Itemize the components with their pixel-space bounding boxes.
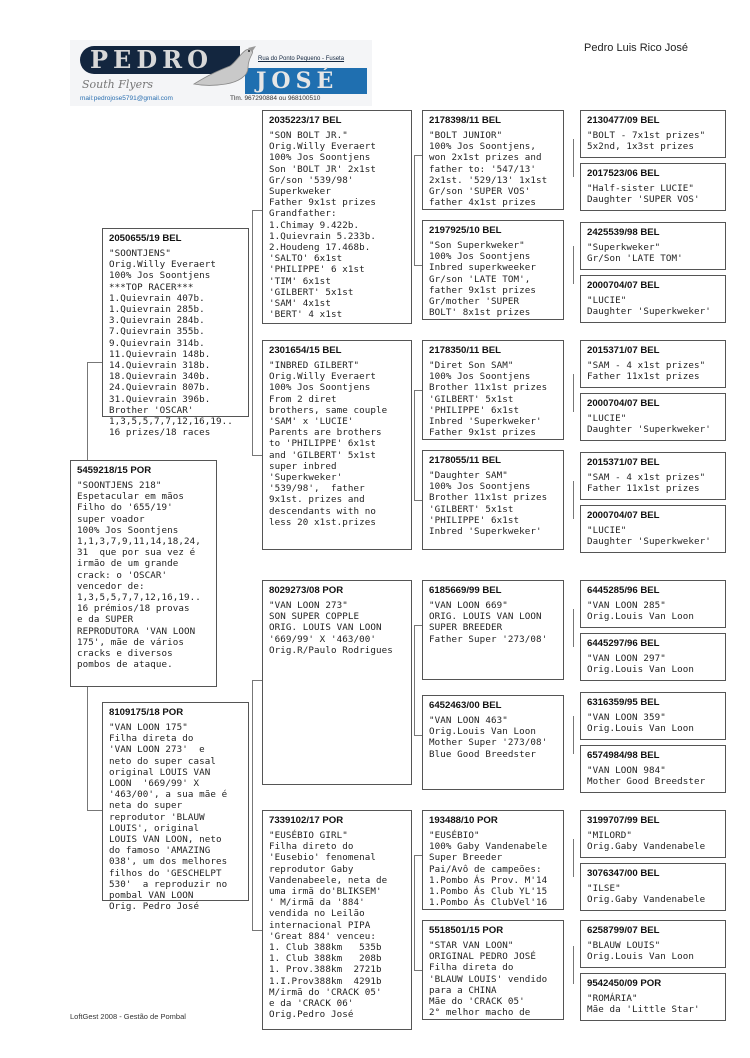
pigeon-description: "INBRED GILBERT" Orig.Willy Everaert 100% Jos Soontjens From 2 diret brothers, same couple 'SAM' x 'LUCIE' Parents are brothers to 'PHILIPPE' 6x1st and 'GILBERT' 5x1st super inbred 'Superkweker' '539/98', father 9x1st. prizes and descendants with no less 20 x1st.prizes [269, 360, 388, 528]
pigeon-card-great-grandparent[interactable] [422, 695, 564, 790]
pigeon-description: "SAM - 4 x1st prizes" Father 11x1st prizes [587, 472, 706, 495]
connector-line [414, 500, 422, 501]
ring-number: 6445285/96 BEL [587, 585, 660, 596]
pigeon-card-sire[interactable] [102, 228, 249, 439]
ring-number: 3199707/99 BEL [587, 815, 660, 826]
pigeon-description: "VAN LOON 669" ORIG. LOUIS VAN LOON SUPER BREEDER Father Super '273/08' [429, 600, 548, 645]
pigeon-card-grandparent[interactable] [262, 340, 412, 550]
ring-number: 2000704/07 BEL [587, 280, 660, 291]
pigeon-card-gg-grandparent[interactable] [580, 863, 726, 911]
pigeon-description: "EUSÉBIO" 100% Gaby Vandenabele Super Breeder Pai/Avô de campeões: 1.Pombo Ás Prov. M'14 1.Pombo Ás Club YL'15 1.Pombo Ás ClubVel'16 [429, 830, 548, 909]
ring-number: 6185669/99 BEL [429, 585, 502, 596]
connector-line [252, 210, 253, 455]
pigeon-card-gg-grandparent[interactable] [580, 275, 726, 323]
connector-line [414, 970, 422, 971]
pigeon-card-gg-grandparent[interactable] [580, 745, 726, 793]
ring-number: 2178398/11 BEL [429, 115, 502, 126]
pigeon-description: "VAN LOON 984" Mother Good Breedster [587, 765, 706, 788]
connector-line [414, 625, 422, 626]
connector-line [573, 839, 574, 877]
loft-logo [70, 40, 372, 106]
ring-number: 8029273/08 POR [269, 585, 344, 596]
ring-number: 2425539/98 BEL [587, 227, 660, 238]
pigeon-card-subject[interactable] [70, 460, 217, 687]
ring-number: 6452463/00 BEL [429, 700, 502, 711]
pigeon-card-great-grandparent[interactable] [422, 110, 564, 210]
pigeon-description: "STAR VAN LOON" ORIGINAL PEDRO JOSÉ Filha direta do 'BLAUW LOUIS' vendido para a CHINA Mãe do 'CRACK 05' 2° melhor macho de [429, 940, 548, 1019]
connector-line [414, 390, 422, 391]
ring-number: 2301654/15 BEL [269, 345, 342, 356]
pigeon-description: "ROMÁRIA" Mãe da 'Little Star' [587, 993, 700, 1016]
ring-number: 193488/10 POR [429, 815, 498, 826]
pigeon-card-gg-grandparent[interactable] [580, 222, 726, 270]
connector-line [252, 930, 262, 931]
ring-number: 8109175/18 POR [109, 707, 184, 718]
connector-line [87, 810, 102, 811]
pigeon-card-gg-grandparent[interactable] [580, 580, 726, 628]
ring-number: 2017523/06 BEL [587, 168, 660, 179]
connector-line [252, 680, 253, 930]
pigeon-description: "BLAUW LOUIS" Orig.Louis Van Loon [587, 940, 694, 963]
logo-tagline: South Flyers [82, 78, 154, 91]
connector-line [414, 855, 422, 856]
pigeon-description: "VAN LOON 297" Orig.Louis Van Loon [587, 653, 694, 676]
connector-line [414, 155, 415, 265]
connector-line [87, 362, 88, 460]
pigeon-card-gg-grandparent[interactable] [580, 110, 726, 158]
pigeon-card-gg-grandparent[interactable] [580, 810, 726, 858]
connector-line [573, 946, 574, 984]
pigeon-description: "MILORD" Orig.Gaby Vandenabele [587, 830, 706, 853]
pigeon-description: "VAN LOON 285" Orig.Louis Van Loon [587, 600, 694, 623]
pigeon-card-gg-grandparent[interactable] [580, 920, 726, 968]
ring-number: 2197925/10 BEL [429, 225, 502, 236]
pigeon-description: "EUSÉBIO GIRL" Filha direto do 'Eusebio' fenomenal reprodutor Gaby Vandenabeele, neta de uma irmã do'BLIKSEM' ' M/irmã da '884' vendida no Leilão internacional PIPA 'Great 884' venceu: 1. Club 388km 535b 1. Club 388km 208b 1. Prov.388km 2721b 1.I.Prov388km 4291b M/irmã do 'CRACK 05' e da 'CRACK 06' Orig.Pedro José [269, 830, 388, 1021]
pigeon-card-gg-grandparent[interactable] [580, 452, 726, 500]
connector-line [414, 735, 422, 736]
footer-credit: LoftGest 2008 - Gestão de Pombal [70, 1012, 186, 1021]
ring-number: 2178055/11 BEL [429, 455, 502, 466]
ring-number: 9542450/09 POR [587, 978, 662, 989]
pigeon-icon [190, 44, 260, 88]
connector-line [414, 625, 415, 735]
ring-number: 2000704/07 BEL [587, 510, 660, 521]
ring-number: 2015371/07 BEL [587, 457, 660, 468]
pigeon-card-great-grandparent[interactable] [422, 810, 564, 910]
pigeon-description: "SAM - 4 x1st prizes" Father 11x1st prizes [587, 360, 706, 383]
connector-line [573, 374, 574, 412]
pigeon-card-grandparent[interactable] [262, 110, 412, 324]
ring-number: 6258799/07 BEL [587, 925, 660, 936]
pigeon-description: "BOLT - 7x1st prizes" 5x2nd, 1x3st prizes [587, 130, 706, 153]
ring-number: 3076347/00 BEL [587, 868, 660, 879]
pigeon-description: "Half-sister LUCIE" Daughter 'SUPER VOS' [587, 183, 700, 206]
pigeon-card-gg-grandparent[interactable] [580, 163, 726, 211]
pigeon-description: "SON BOLT JR." Orig.Willy Everaert 100% Jos Soontjens Son 'BOLT JR' 2x1st Gr/son '539/98' Superkweker Father 9x1st prizes Grandfather: 1.Chimay 9.422b. 1.Quievrain 5.233b. 2.Houdeng 17.468b. 'SALTO' 6x1st 'PHILIPPE' 6 x1st 'TIM' 6x1st 'GILBERT' 5x1st 'SAM' 4x1st 'BERT' 4 x1st [269, 130, 376, 321]
ring-number: 2035223/17 BEL [269, 115, 342, 126]
ring-number: 6445297/96 BEL [587, 638, 660, 649]
pigeon-card-great-grandparent[interactable] [422, 920, 564, 1020]
ring-number: 7339102/17 POR [269, 815, 344, 826]
pigeon-description: "LUCIE" Daughter 'Superkweker' [587, 525, 711, 548]
connector-line [573, 139, 574, 177]
connector-line [414, 265, 422, 266]
connector-line [573, 481, 574, 519]
pigeon-description: "VAN LOON 463" Orig.Louis Van Loon Mother Super '273/08' Blue Good Breedster [429, 715, 548, 760]
connector-line [573, 246, 574, 284]
pigeon-description: "VAN LOON 273" SON SUPER COPPLE ORIG. LOUIS VAN LOON '669/99' X '463/00' Orig.R/Paulo Rodrigues [269, 600, 393, 656]
pigeon-description: "SOONTJENS" Orig.Willy Everaert 100% Jos Soontjens ***TOP RACER*** 1.Quievrain 407b. 1.Quievrain 285b. 3.Quievrain 284b. 7.Quievrain 355b. 9.Quievrain 314b. 11.Quievrain 148b. 14.Quievrain 318b. 18.Quievrain 340b. 24.Quievrain 807b. 31.Quievrain 396b. Brother 'OSCAR' 1,3,5,5,7,7,12,16,19.. 16 prizes/18 races [109, 248, 233, 439]
pigeon-description: "Son Superkweker" 100% Jos Soontjens Inbred superkweeker Gr/son 'LATE TOM', father 9x1st prizes Gr/mother 'SUPER BOLT' 8x1st prizes [429, 240, 536, 319]
pigeon-card-great-grandparent[interactable] [422, 450, 564, 550]
ring-number: 2130477/09 BEL [587, 115, 660, 126]
pigeon-description: "BOLT JUNIOR" 100% Jos Soontjens, won 2x1st prizes and father to: '547/13' 2x1st. '529/13' 1x1st Gr/son 'SUPER VOS' father 4x1st prizes [429, 130, 548, 209]
pigeon-description: "VAN LOON 359" Orig.Louis Van Loon [587, 712, 694, 735]
connector-line [252, 210, 262, 211]
pigeon-card-gg-grandparent[interactable] [580, 973, 726, 1021]
ring-number: 2000704/07 BEL [587, 398, 660, 409]
connector-line [414, 155, 422, 156]
connector-line [252, 455, 262, 456]
ring-number: 5459218/15 POR [77, 465, 152, 476]
pigeon-description: "Superkweker" Gr/Son 'LATE TOM' [587, 242, 683, 265]
pigeon-description: "VAN LOON 175" Filha direta do 'VAN LOON 273' e neto do super casal original LOUIS VAN LOON '669/99' X '463/00', a sua mãe é neta do super reprodutor 'BLAUW LOUIS', original LOUIS VAN LOON, neto do famoso 'AMAZING 038', um dos melhores filhos do 'GESCHELPT 530' a reproduzir no pombal VAN LOON Orig. Pedro José [109, 722, 228, 913]
pigeon-card-gg-grandparent[interactable] [580, 692, 726, 740]
connector-line [573, 609, 574, 647]
pigeon-description: "ILSE" Orig.Gaby Vandenabele [587, 883, 706, 906]
logo-email: mail:pedrojose5791@gmail.com [80, 95, 173, 102]
pigeon-description: "SOONTJENS 218" Espetacular em mãos Filho do '655/19' super voador 100% Jos Soontjens 1,1,3,7,9,11,14,18,24, 31 que por sua vez é irmão de um grande crack: o 'OSCAR' vencedor de: 1,3,5,5,7,7,12,16,19.. 16 prémios/18 provas e da SUPER REPRODUTORA 'VAN LOON 175', mãe de vários cracks e diversos pombos de ataque. [77, 480, 201, 671]
pigeon-card-gg-grandparent[interactable] [580, 393, 726, 441]
pigeon-card-gg-grandparent[interactable] [580, 505, 726, 553]
pigeon-description: "Daughter SAM" 100% Jos Soontjens Brother 11x1st prizes 'GILBERT' 5x1st 'PHILIPPE' 6x1st Inbred 'Superkweker' [429, 470, 548, 538]
ring-number: 5518501/15 POR [429, 925, 504, 936]
owner-name: Pedro Luis Rico José [584, 42, 688, 54]
pigeon-card-gg-grandparent[interactable] [580, 340, 726, 388]
connector-line [87, 362, 102, 363]
logo-name-right: JOSÉ [256, 68, 339, 94]
connector-line [573, 716, 574, 754]
pigeon-description: "Diret Son SAM" 100% Jos Soontjens Brother 11x1st prizes 'GILBERT' 5x1st 'PHILIPPE' 6x1st Inbred 'Superkweker' Father 9x1st prizes [429, 360, 548, 439]
pigeon-description: "LUCIE" Daughter 'Superkweker' [587, 295, 711, 318]
pigeon-card-great-grandparent[interactable] [422, 340, 564, 440]
pigeon-description: "LUCIE" Daughter 'Superkweker' [587, 413, 711, 436]
pigeon-card-grandparent[interactable] [262, 810, 412, 1030]
logo-phone: Tlm. 967290884 ou 968100510 [230, 95, 321, 102]
pigeon-card-gg-grandparent[interactable] [580, 633, 726, 681]
pigeon-card-great-grandparent[interactable] [422, 220, 564, 320]
ring-number: 6574984/98 BEL [587, 750, 660, 761]
pigeon-card-dam[interactable] [102, 702, 249, 913]
pigeon-card-grandparent[interactable] [262, 580, 412, 785]
logo-name-left: PEDRO [90, 45, 214, 74]
pigeon-card-great-grandparent[interactable] [422, 580, 564, 680]
ring-number: 2178350/11 BEL [429, 345, 502, 356]
ring-number: 6316359/95 BEL [587, 697, 660, 708]
logo-address: Rua do Ponto Pequeno - Fuseta [258, 56, 345, 62]
connector-line [252, 680, 262, 681]
connector-line [414, 855, 415, 970]
ring-number: 2015371/07 BEL [587, 345, 660, 356]
connector-line [87, 687, 88, 810]
connector-line [414, 390, 415, 500]
ring-number: 2050655/19 BEL [109, 233, 182, 244]
